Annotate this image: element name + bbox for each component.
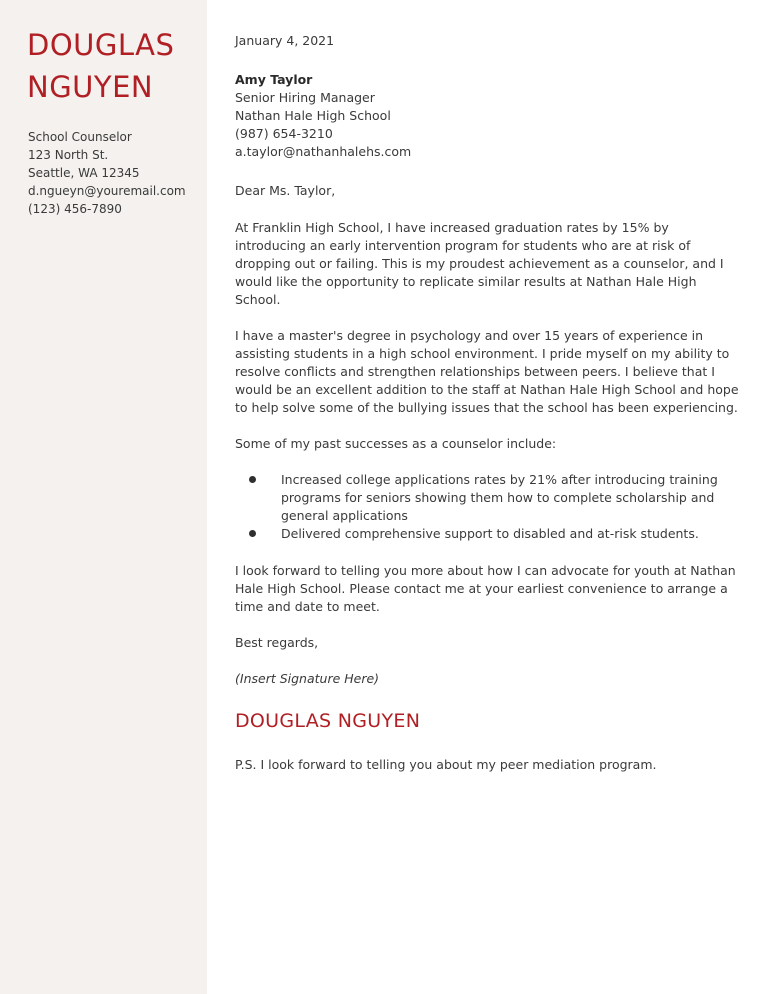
recipient-phone: (987) 654-3210: [235, 126, 333, 141]
sender-last-name: NGUYEN: [27, 70, 154, 104]
sender-first-name: DOUGLAS: [27, 28, 175, 62]
sender-phone: (123) 456-7890: [28, 202, 122, 216]
sender-email: d.ngueyn@youremail.com: [28, 184, 186, 198]
paragraph-intro: At Franklin High School, I have increased graduation rates by 15% by introducing an early intervention program for students who are at risk of dropping out or failing. This is my proudest achievement as a counselor, and I would like the opportunity to replicate similar results at Nathan Hale High School.: [235, 220, 724, 307]
sign-off: Best regards,: [235, 635, 319, 650]
bullet-dot-icon: [249, 476, 256, 483]
sender-address-line2: Seattle, WA 12345: [28, 166, 140, 180]
recipient-name: Amy Taylor: [235, 72, 313, 87]
sidebar: [0, 0, 207, 994]
list-item: [235, 471, 740, 525]
postscript: P.S. I look forward to telling you about my peer mediation program.: [235, 757, 657, 772]
salutation: Dear Ms. Taylor,: [235, 183, 336, 198]
paragraph-closing: I look forward to telling you more about how I can advocate for youth at Nathan Hale High School. Please contact me at your earliest convenience to arrange a time and date to meet.: [235, 563, 736, 614]
bullet-dot-icon: [249, 530, 256, 537]
recipient-title: Senior Hiring Manager: [235, 90, 375, 105]
sender-contact-info: [28, 128, 206, 218]
letter-date: January 4, 2021: [235, 33, 335, 48]
recipient-organization: Nathan Hale High School: [235, 108, 391, 123]
sender-name: [27, 24, 202, 108]
list-item: [235, 525, 740, 543]
recipient-email: a.taylor@nathanhalehs.com: [235, 144, 412, 159]
paragraph-successes-intro: Some of my past successes as a counselor include:: [235, 436, 557, 451]
recipient-block: [235, 71, 740, 161]
sender-address-line1: 123 North St.: [28, 148, 109, 162]
paragraph-qualifications: I have a master's degree in psychology and over 15 years of experience in assisting students in a high school environment. I pride myself on my ability to resolve conflicts and strengthen relationships between peers. I believe that I would be an excellent addition to the staff at Nathan Hale High School and hope to help solve some of the bullying issues that the school has been experiencing.: [235, 328, 739, 415]
sender-title: School Counselor: [28, 130, 132, 144]
signature-placeholder: (Insert Signature Here): [235, 671, 380, 686]
list-item-text: Delivered comprehensive support to disabled and at-risk students.: [281, 526, 699, 541]
list-item-text: Increased college applications rates by 21% after introducing training programs for seniors showing them how to complete scholarship and general applications: [281, 472, 718, 523]
letter-body: [235, 32, 740, 774]
successes-list: [235, 471, 740, 543]
signature-name: DOUGLAS NGUYEN: [235, 710, 421, 732]
